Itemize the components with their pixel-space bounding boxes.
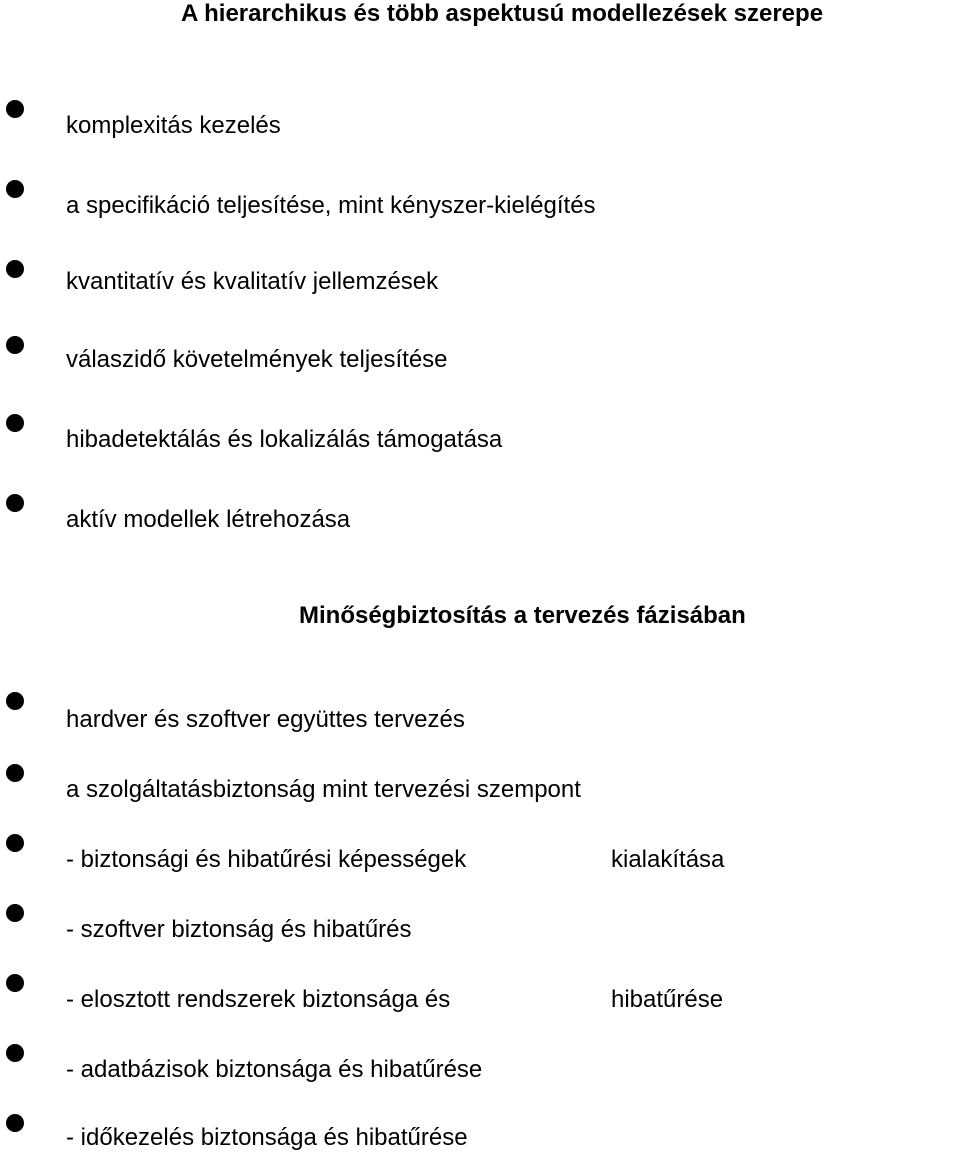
- list-item: aktív modellek létrehozása: [66, 506, 351, 533]
- list-item: kvantitatív és kvalitatív jellemzések: [66, 268, 439, 295]
- bullet-icon: [6, 1114, 24, 1132]
- bullet-icon: [6, 180, 24, 198]
- bullet-icon: [6, 692, 24, 710]
- bullet-icon: [6, 260, 24, 278]
- list-item: - adatbázisok biztonsága és hibatűrése: [66, 1056, 483, 1083]
- list-item-continuation: kialakítása: [611, 846, 725, 873]
- bullet-icon: [6, 494, 24, 512]
- list-item: válaszidő követelmények teljesítése: [66, 346, 448, 373]
- bullet-icon: [6, 764, 24, 782]
- bullet-icon: [6, 100, 24, 118]
- list-item: - szoftver biztonság és hibatűrés: [66, 916, 412, 943]
- bullet-icon: [6, 336, 24, 354]
- bullet-icon: [6, 904, 24, 922]
- bullet-icon: [6, 834, 24, 852]
- list-item: a specifikáció teljesítése, mint kényszer-kielégítés: [66, 192, 596, 219]
- page-title: A hierarchikus és több aspektusú modellezések szerepe: [181, 0, 824, 27]
- list-item: - elosztott rendszerek biztonsága és: [66, 986, 451, 1013]
- list-item: - időkezelés biztonsága és hibatűrése: [66, 1124, 468, 1151]
- list-item: a szolgáltatásbiztonság mint tervezési szempont: [66, 776, 581, 803]
- bullet-icon: [6, 974, 24, 992]
- list-item: hardver és szoftver együttes tervezés: [66, 706, 465, 733]
- bullet-icon: [6, 414, 24, 432]
- section-title: Minőségbiztosítás a tervezés fázisában: [299, 602, 746, 629]
- list-item: hibadetektálás és lokalizálás támogatása: [66, 426, 503, 453]
- list-item: - biztonsági és hibatűrési képességek: [66, 846, 467, 873]
- bullet-icon: [6, 1044, 24, 1062]
- list-item-continuation: hibatűrése: [611, 986, 724, 1013]
- list-item: komplexitás kezelés: [66, 112, 281, 139]
